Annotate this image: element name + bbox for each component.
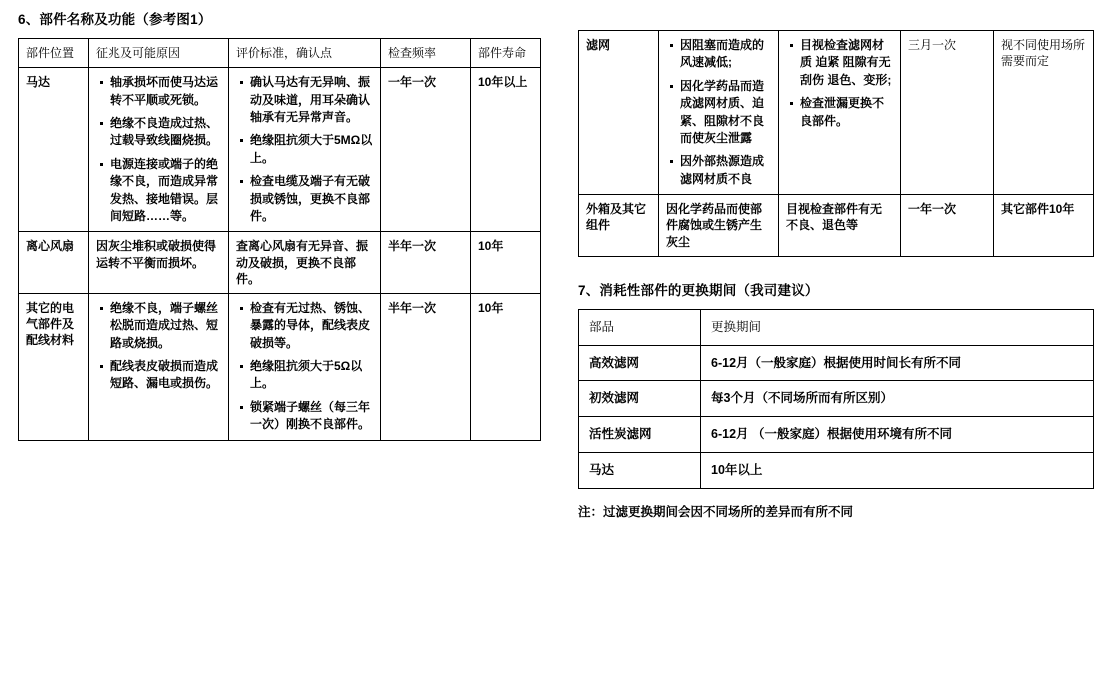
list-item: 目视检查滤网材质 迫紧 阻隙有无刮伤 退色、变形; [800, 37, 893, 89]
criteria-list [236, 74, 373, 225]
cell-period: 10年以上 [701, 453, 1094, 489]
cell-life: 其它部件10年 [994, 195, 1094, 257]
table-row [579, 195, 1094, 257]
cell-part: 活性炭滤网 [579, 417, 701, 453]
cell-life: 视不同使用场所需要而定 [994, 31, 1094, 195]
list-item: 检查有无过热、锈蚀、暴露的导体，配线表皮破损等。 [250, 300, 373, 352]
causes-list [96, 300, 221, 393]
consumable-replacement-table [578, 309, 1094, 489]
list-item: 配线表皮破损而造成短路、漏电或损伤。 [110, 358, 221, 393]
cell-causes [659, 31, 779, 195]
table-row [579, 31, 1094, 195]
cell-period: 6-12月 （一般家庭）根据使用环境有所不同 [701, 417, 1094, 453]
list-item: 因外部热源造成滤网材质不良 [680, 153, 771, 188]
component-maintenance-table [18, 38, 541, 441]
cell-position: 外箱及其它组件 [579, 195, 659, 257]
header-cell-period: 更换期间 [701, 309, 1094, 345]
left-column [18, 8, 540, 441]
cell-part: 高效滤网 [579, 345, 701, 381]
table-row [579, 417, 1094, 453]
cell-causes [89, 68, 229, 232]
cell-part: 初效滤网 [579, 381, 701, 417]
cell-criteria [779, 31, 901, 195]
cell-criteria [229, 293, 381, 440]
list-item: 确认马达有无异响、振动及味道，用耳朵确认轴承有无异常声音。 [250, 74, 373, 126]
table-row [19, 232, 541, 294]
table-row [579, 345, 1094, 381]
cell-life: 10年 [471, 293, 541, 440]
cell-criteria: 查离心风扇有无异音、振动及破损，更换不良部件。 [229, 232, 381, 294]
cell-period: 每3个月（不同场所而有所区别） [701, 381, 1094, 417]
header-cell-life: 部件寿命 [471, 39, 541, 68]
list-item: 绝缘阻抗须大于5MΩ以上。 [250, 132, 373, 167]
list-item: 锁紧端子螺丝（每三年一次）刚换不良部件。 [250, 399, 373, 434]
list-item: 绝缘阻抗须大于5Ω以上。 [250, 358, 373, 393]
list-item: 绝缘不良，端子螺丝松脱而造成过热、短路或烧损。 [110, 300, 221, 352]
list-item: 检查泄漏更换不良部件。 [800, 95, 893, 130]
cell-frequency: 半年一次 [381, 293, 471, 440]
cell-position: 其它的电气部件及配线材料 [19, 293, 89, 440]
cell-part: 马达 [579, 453, 701, 489]
list-item: 因化学药品而造成滤网材质、迫紧、阻隙材不良而使灰尘泄露 [680, 78, 771, 148]
cell-frequency: 三月一次 [901, 31, 994, 195]
causes-list [96, 74, 221, 225]
cell-criteria: 目视检查部件有无不良、退色等 [779, 195, 901, 257]
cell-frequency: 一年一次 [901, 195, 994, 257]
list-item: 电源连接或端子的绝缘不良，而造成异常发热、接地错误。层间短路……等。 [110, 156, 221, 226]
cell-position: 马达 [19, 68, 89, 232]
cell-life: 10年以上 [471, 68, 541, 232]
list-item: 检查电缆及端子有无破损或锈蚀，更换不良部件。 [250, 173, 373, 225]
header-cell-frequency: 检查频率 [381, 39, 471, 68]
table-row [579, 381, 1094, 417]
list-item: 绝缘不良造成过热、过载导致线圈烧损。 [110, 115, 221, 150]
header-cell-causes: 征兆及可能原因 [89, 39, 229, 68]
section-6-title: 6、部件名称及功能（参考图1） [18, 12, 212, 27]
list-item: 轴承损坏而使马达运转不平顺或死锁。 [110, 74, 221, 109]
table-row [19, 293, 541, 440]
section-7-title: 7、消耗性部件的更换期间（我司建议） [578, 282, 819, 298]
filter-maintenance-table [578, 30, 1094, 257]
cell-period: 6-12月（一般家庭）根据使用时间长有所不同 [701, 345, 1094, 381]
header-cell-part: 部品 [579, 309, 701, 345]
cell-causes: 因灰尘堆积或破损使得运转不平衡而损坏。 [89, 232, 229, 294]
criteria-list [236, 300, 373, 434]
list-item: 因阻塞而造成的风速减低; [680, 37, 771, 72]
cell-causes [89, 293, 229, 440]
header-cell-criteria: 评价标准，确认点 [229, 39, 381, 68]
cell-frequency: 一年一次 [381, 68, 471, 232]
cell-frequency: 半年一次 [381, 232, 471, 294]
table-header-row [579, 309, 1094, 345]
footnote: 注：过滤更换期间会因不同场所的差异而有所不同 [578, 505, 854, 520]
criteria-list [786, 37, 893, 130]
cell-life: 10年 [471, 232, 541, 294]
cell-position: 滤网 [579, 31, 659, 195]
cell-causes: 因化学药品而使部件腐蚀或生锈产生灰尘 [659, 195, 779, 257]
header-cell-position: 部件位置 [19, 39, 89, 68]
cell-position: 离心风扇 [19, 232, 89, 294]
right-column [578, 30, 1093, 520]
table-header-row [19, 39, 541, 68]
causes-list [666, 37, 771, 188]
table-row [19, 68, 541, 232]
cell-criteria [229, 68, 381, 232]
table-row [579, 453, 1094, 489]
